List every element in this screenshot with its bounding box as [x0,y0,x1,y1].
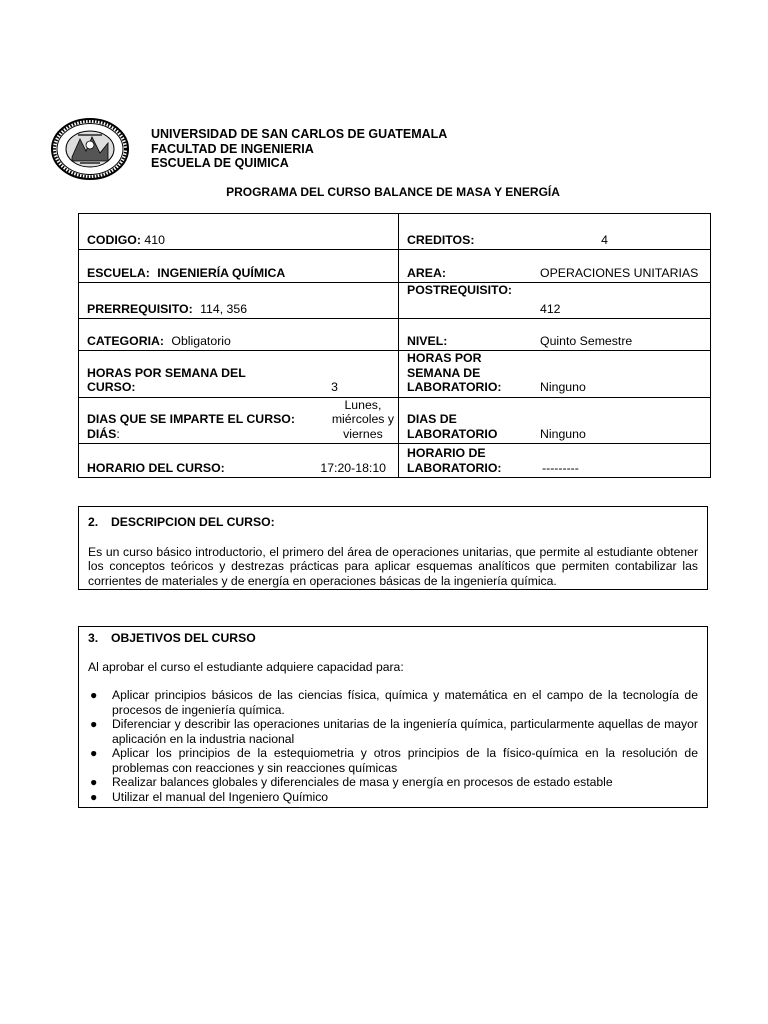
institution-header [151,127,447,171]
list-item: ● Utilizar el manual del Ingeniero Químico [90,789,329,804]
dias-curso-value-3: viernes [343,426,383,441]
escuela-label: ESCUELA: [87,265,150,280]
faculty-name: FACULTAD DE INGENIERIA [151,141,314,156]
list-item: ● Aplicar los principios de la estequiometria y otros principios de la físico-química en la resolución de problemas con reacciones y sin reacciones químicas [90,746,698,775]
area-label: AREA: [407,265,446,280]
objetivos-intro: Al aprobar el curso el estudiante adquiere capacidad para: [88,659,404,674]
school-name: ESCUELA DE QUIMICA [151,156,289,170]
categoria-cell [79,319,399,351]
nivel-label: NIVEL: [407,333,448,348]
horario-lab-label-1: HORARIO DE [407,446,486,460]
descripcion-section [78,506,708,590]
creditos-cell [399,214,711,250]
prerrequisito-cell [79,283,399,319]
objetivos-section [78,626,708,808]
dias-curso-label-1: DIAS QUE SE IMPARTE EL CURSO: [87,412,295,426]
descripcion-number: 2. [88,515,99,529]
bullet-icon: ● [90,746,98,760]
objetivos-heading-text: OBJETIVOS DEL CURSO [111,631,256,645]
horario-lab-value: --------- [542,460,579,475]
dias-curso-label-colon: : [116,426,120,441]
postrequisito-value: 412 [540,301,561,316]
creditos-value: 4 [601,232,608,247]
bullet-icon: ● [90,789,98,804]
objetivos-list [79,688,707,804]
dias-lab-label-1: DIAS DE [407,412,457,426]
categoria-value: Obligatorio [171,333,231,348]
document-title: PROGRAMA DEL CURSO BALANCE DE MASA Y ENERGÍA [226,185,560,199]
bullet-icon: ● [90,717,98,731]
horas-curso-cell [79,351,399,398]
bullet-icon: ● [90,688,98,702]
horas-lab-cell [399,351,711,398]
prerrequisito-label: PRERREQUISITO: [87,301,193,316]
area-value: OPERACIONES UNITARIAS [540,265,699,280]
codigo-value: 410 [144,232,165,247]
descripcion-text: Es un curso básico introductorio, el primero del área de operaciones unitarias, que permite al estudiante obtener los conceptos teóricos y destrezas prácticas para aplicar esquemas analíticos que permiten contabilizar las corrientes de materiales y de energía en operaciones básicas de la ingeniería química. [88,544,698,588]
horas-curso-label-1: HORAS POR SEMANA DEL [87,365,246,380]
horas-curso-label-2: CURSO: [87,380,136,394]
codigo-label: CODIGO: [87,232,141,247]
horario-lab-cell [399,444,711,478]
horario-curso-label: HORARIO DEL CURSO: [87,460,225,475]
horas-lab-value: Ninguno [540,380,586,394]
horas-lab-label-1: HORAS POR [407,351,482,365]
escuela-value: INGENIERÍA QUÍMICA [157,265,286,280]
list-item: ● Realizar balances globales y diferenciales de masa y energía en procesos de estado estable [90,775,613,789]
nivel-value: Quinto Semestre [540,333,633,348]
postrequisito-label: POSTREQUISITO: [407,283,512,297]
creditos-label: CREDITOS: [407,232,475,247]
course-info-table [78,213,711,478]
objetivos-heading [79,627,707,646]
codigo-cell [79,214,399,250]
horario-curso-value: 17:20-18:10 [320,460,386,475]
postrequisito-cell [399,283,711,319]
dias-lab-label-2: LABORATORIO [407,426,498,441]
area-cell [399,250,711,283]
university-seal-icon [50,117,130,181]
nivel-cell [399,319,711,351]
horas-lab-label-2: SEMANA DE [407,365,481,380]
descripcion-heading-text: DESCRIPCION DEL CURSO: [111,515,275,529]
dias-lab-cell [399,397,711,444]
dias-curso-value-2: miércoles y [331,412,394,426]
list-item: ● Diferenciar y describir las operaciones unitarias de la ingeniería química, particularmente aquellas de mayor aplicación en la industria nacional [90,717,698,746]
dias-curso-label-2: DIÁS [87,426,117,441]
categoria-label: CATEGORIA: [87,333,164,348]
objetivos-number: 3. [88,631,99,645]
university-name: UNIVERSIDAD DE SAN CARLOS DE GUATEMALA [151,127,448,141]
dias-curso-cell [79,397,399,444]
horas-lab-label-3: LABORATORIO: [407,380,502,394]
horario-lab-label-2: LABORATORIO: [407,460,502,475]
dias-curso-value-1: Lunes, [344,397,382,412]
horas-curso-value: 3 [331,380,338,394]
horario-curso-cell [79,444,399,478]
list-item: ● Aplicar principios básicos de las ciencias física, química y matemática en el campo de la tecnología de procesos de ingeniería química. [90,688,698,717]
escuela-cell [79,250,399,283]
dias-lab-value: Ninguno [540,426,586,441]
prerrequisito-value: 114, 356 [200,301,248,316]
descripcion-heading [79,507,707,530]
bullet-icon: ● [90,775,98,789]
